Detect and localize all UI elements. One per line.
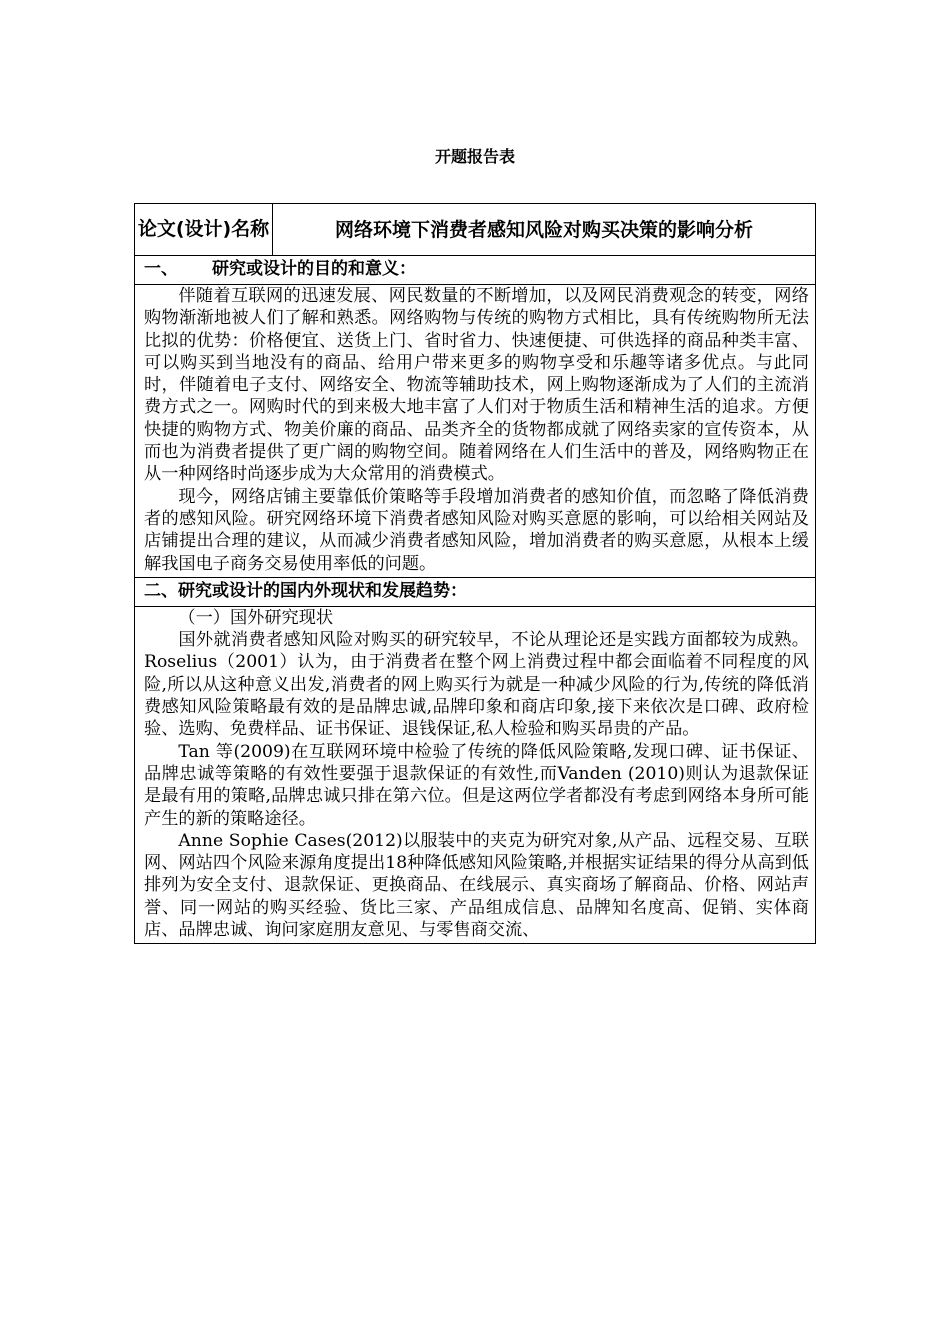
section1-paragraph: 现今，网络店铺主要靠低价策略等手段增加消费者的感知价值，而忽略了降低消费者的感知风险。研究网络环境下消费者感知风险对购买意愿的影响，可以给相关网站及店铺提出合理的建议，从而减少消费者感知风险，增加消费者的购买意愿，从根本上缓解我国电子商务交易使用率低的问题。 — [144, 486, 809, 574]
thesis-label-cell: 论文(设计)名称 — [135, 204, 273, 256]
section2-paragraph: 国外就消费者感知风险对购买的研究较早，不论从理论还是实践方面都较为成熟。Roselius（2001）认为，由于消费者在整个网上消费过程中都会面临着不同程度的风险,所以从这种意义出发,消费者的网上购买行为就是一种减少风险的行为,传统的降低消费感知风险策略最有效的是品牌忠诚,品牌印象和商店印象,接下来依次是口碑、政府检验、选购、免费样品、证书保证、退钱保证,私人检验和购买昂贵的产品。 — [144, 630, 809, 740]
section1-heading-cell — [135, 256, 816, 285]
section2-body-cell — [135, 606, 816, 943]
section1-paragraph: 伴随着互联网的迅速发展、网民数量的不断增加，以及网民消费观念的转变，网络购物渐渐地被人们了解和熟悉。网络购物与传统的购物方式相比，具有传统购物所无法比拟的优势：价格便宜、送货上门、省时省力、快速便捷、可供选择的商品种类丰富、可以购买到当地没有的商品、给用户带来更多的购物享受和乐趣等诸多优点。与此同时，伴随着电子支付、网络安全、物流等辅助技术，网上购物逐渐成为了人们的主流消费方式之一。网购时代的到来极大地丰富了人们对于物质生活和精神生活的追求。方便快捷的购物方式、物美价廉的商品、品类齐全的货物都成就了网络卖家的宣传资本，从而也为消费者提供了更广阔的购物空间。随着网络在人们生活中的普及，网络购物正在从一种网络时尚逐步成为大众常用的消费模式。 — [144, 286, 809, 485]
section2-paragraph: Tan 等(2009)在互联网环境中检验了传统的降低风险策略,发现口碑、证书保证、品牌忠诚等策略的有效性要强于退款保证的有效性,而Vanden (2010)则认为退款保证是最有用的策略,品牌忠诚只排在第六位。但是这两位学者都没有考虑到网络本身所可能产生的新的策略途径。 — [144, 741, 809, 829]
section1-heading-row — [135, 256, 816, 285]
section1-heading — [144, 256, 809, 282]
thesis-title-cell: 网络环境下消费者感知风险对购买决策的影响分析 — [273, 204, 816, 256]
section2-heading-cell — [135, 577, 816, 606]
section1-body-cell — [135, 285, 816, 578]
section2-subheading: （一）国外研究现状 — [178, 607, 334, 628]
section2-body-row — [135, 606, 816, 943]
section2-heading-row — [135, 577, 816, 606]
section1-body-row — [135, 285, 816, 578]
page-title: 开题报告表 — [434, 147, 515, 166]
section2-heading: 二、研究或设计的国内外现状和发展趋势： — [144, 580, 467, 601]
proposal-table — [134, 203, 816, 944]
section1-heading-text: 研究或设计的目的和意义： — [212, 259, 416, 279]
section1-number: 一、 — [144, 259, 178, 279]
title-row — [135, 204, 816, 256]
section2-paragraph: Anne Sophie Cases(2012)以服装中的夹克为研究对象,从产品、远程交易、互联网、网站四个风险来源角度提出18种降低感知风险策略,并根据实证结果的得分从高到低排列为安全支付、退款保证、更换商品、在线展示、真实商场了解商品、价格、网站声誉、同一网站的购买经验、货比三家、产品组成信息、品牌知名度高、促销、实体商店、品牌忠诚、询问家庭朋友意见、与零售商交流、 — [144, 830, 809, 941]
